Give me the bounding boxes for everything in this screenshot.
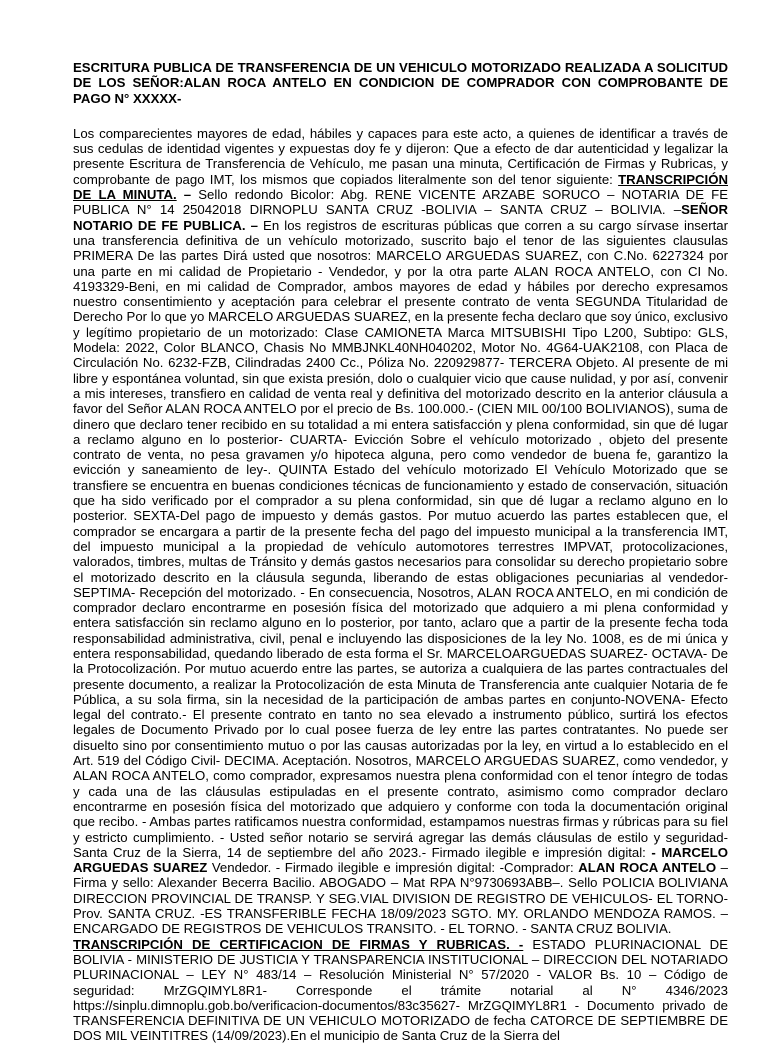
document-page — [73, 60, 728, 1044]
minuta-heading: TRANSCRIPCIÓN DE LA MINUTA. — [73, 171, 728, 203]
dash-separator: – — [176, 187, 199, 203]
notary-salutation: SEÑOR NOTARIO DE FE PUBLICA. – — [73, 202, 728, 233]
seller-name: - MARCELO ARGUEDAS SUAREZ — [73, 844, 728, 876]
intro-paragraph: Los comparecientes mayores de edad, hábiles y capaces para este acto, a quienes de identificar a través de sus cedulas de identidad vigentes y expuestas doy fe y dijeron: Que a efecto de dar autenticidad y legalizar la presente Escritura de Transferencia de Vehículo, me pasan una minuta, Certificación de Firmas y Rubricas, y comprobante de pago IMT, los mismos que copiados literalmente son del tenor siguiente: — [73, 125, 728, 187]
buyer-name: ALAN ROCA ANTELO — [578, 860, 717, 876]
document-body — [73, 126, 728, 1044]
document-title: ESCRITURA PUBLICA DE TRANSFERENCIA DE UN VEHICULO MOTORIZADO REALIZADA A SOLICITUD DE LOS SEÑOR:ALAN ROCA ANTELO EN CONDICION DE COMPRADOR CON COMPROBANTE DE PAGO N° XXXXX- — [73, 60, 728, 106]
certification-heading: TRANSCRIPCIÓN DE CERTIFICACION DE FIRMAS Y RUBRICAS. - — [73, 936, 524, 952]
seller-role-text: Vendedor. - Firmado ilegible e impresión digital: -Comprador: — [207, 860, 579, 876]
certification-text: ESTADO PLURINACIONAL DE BOLIVIA - MINISTERIO DE JUSTICIA Y TRANSPARENCIA INSTITUCIONAL – DIRECCION DEL NOTARIADO PLURINACIONAL – LEY N° 483/14 – Resolución Ministerial N° 57/2020 - VALOR Bs. 10 – Código de seguridad: MrZGQIMYL8R1- Corresponde el trámite notarial al N° 4346/2023 https://sinplu.dimnoplu.gob.bo/verificacion-documentos/83c35627- MrZGQIMYL8R1 - Documento privado de TRANSFERENCIA DEFINITIVA DE UN VEHICULO MOTORIZADO de fecha CATORCE DE SEPTIEMBRE DE DOS MIL VEINTITRES (14/09/2023).En el municipio de Santa Cruz de la Sierra del — [73, 936, 728, 1044]
seal-text: Sello redondo Bicolor: Abg. RENE VICENTE ARZABE SORUCO – NOTARIA DE FE PUBLICA N° 14 25042018 DIRNOPLU SANTA CRUZ -BOLIVIA – SANTA CRUZ – BOLIVIA. – — [73, 187, 728, 218]
signatures-and-seals: – Firma y sello: Alexander Becerra Bacilio. ABOGADO – Mat RPA N°9730693ABB–. Sello POLICIA BOLIVIANA DIRECCION PROVINCIAL DE TRANSP. Y SEG.VIAL DIVISION DE REGISTRO DE VEHICULOS- EL TORNO- Prov. SANTA CRUZ. -ES TRANSFERIBLE FECHA 18/09/2023 SGTO. MY. ORLANDO MENDOZA RAMOS. – ENCARGADO DE REGISTROS DE VEHICULOS TRANSITO. - EL TORNO. - SANTA CRUZ BOLIVIA. — [73, 860, 728, 937]
contract-clauses: En los registros de escrituras públicas que corren a su cargo sírvase insertar una transferencia definitiva de un vehículo motorizado, suscrito bajo el tenor de las siguientes clausulas PRIMERA De las partes Dirá usted que nosotros: MARCELO ARGUEDAS SUAREZ, con C.No. 6227324 por una parte en mi calidad de Propietario - Vendedor, y por la otra parte ALAN ROCA ANTELO, con CI No. 4193329-Beni, en mi calidad de Comprador, ambos mayores de edad y hábiles por derecho expresamos nuestro consentimiento y aceptación para celebrar el presente contrato de venta SEGUNDA Titularidad de Derecho Por lo que yo MARCELO ARGUEDAS SUAREZ, en la presente fecha declaro que soy único, exclusivo y legítimo propietario de un motorizado: Clase CAMIONETA Marca MITSUBISHI Tipo L200, Subtipo: GLS, Modela: 2022, Color BLANCO, Chasis No MMBJNKL40NH040202, Motor No. 4G64-UAK2108, con Placa de Circulación No. 6232-FZB, Cilindradas 2400 Cc., Póliza No. 220929877- TERCERA Objeto. Al presente de mi libre y espontánea voluntad, sin que exista presión, dolo o cualquier vicio que cause nulidad, y por así, convenir a mis intereses, transfiero en calidad de venta real y definitiva del motorizado descrito en la anterior cláusula a favor del Señor ALAN ROCA ANTELO por el precio de Bs. 100.000.- (CIEN MIL 00/100 BOLIVIANOS), suma de dinero que declaro tener recibido en su totalidad a mi entera satisfacción y plena conformidad, sin que dé lugar a reclamo alguno en lo posterior- CUARTA- Evicción Sobre el vehículo motorizado , objeto del presente contrato de venta, no pesa gravamen y/o hipoteca alguna, pero como vendedor de buena fe, garantizo la evicción y saneamiento de ley-. QUINTA Estado del vehículo motorizado El Vehículo Motorizado que se transfiere se encuentra en buenas condiciones técnicas de funcionamiento y estado de conservación, situación que ha sido verificado por el comprador a su plena conformidad, sin que dé lugar a reclamo alguno en lo posterior. SEXTA-Del pago de impuesto y demás gastos. Por mutuo acuerdo las partes establecen que, el comprador se encargara a partir de la presente fecha del pago del impuesto municipal a la transferencia IMT, del impuesto municipal a la propiedad de vehículo automotores terrestres IMPVAT, protocolizaciones, valorados, timbres, multas de Tránsito y demás gastos necesarios para consolidar su derecho propietario sobre el motorizado descrito en la cláusula segunda, liberando de estas obligaciones pecuniarias al vendedor-SEPTIMA- Recepción del motorizado. - En consecuencia, Nosotros, ALAN ROCA ANTELO, en mi condición de comprador declaro encontrarme en posesión física del motorizado que adquiero a mi plena conformidad y entera satisfacción sin reclamo alguno en lo posterior, por tanto, aclaro que a partir de la presente fecha toda responsabilidad administrativa, civil, penal e incluyendo las disposiciones de la ley No. 1008, es de mi única y entera responsabilidad, quedando liberado de esta forma el Sr. MARCELOARGUEDAS SUAREZ- OCTAVA- De la Protocolización. Por mutuo acuerdo entre las partes, se autoriza a cualquiera de las partes contractuales del presente documento, a realizar la Protocolización de esta Minuta de Transferencia ante cualquier Notaria de fe Pública, a su sola firma, sin la necesidad de la participación de ambas partes en conjunto-NOVENA- Efecto legal del contrato.- El presente contrato en tanto no sea elevado a instrumento público, surtirá los efectos legales de Documento Privado por lo cual posee fuerza de ley entre las partes contratantes. No puede ser disuelto sino por consentimiento mutuo o por las causas autorizadas por la ley, en virtud a lo establecido en el Art. 519 del Código Civil- DECIMA. Aceptación. Nosotros, MARCELO ARGUEDAS SUAREZ, como vendedor, y ALAN ROCA ANTELO, como comprador, expresamos nuestra plena conformidad con el tenor íntegro de todas y cada una de las cláusulas estipuladas en el presente contrato, asimismo como comprador declaro encontrarme en posesión física del motorizado que adquiero y conforme con toda la documentación original que recibo. - Ambas partes ratificamos nuestra conformidad, estampamos nuestras firmas y rúbricas para su fiel y estricto cumplimiento. - Usted señor notario se servirá agregar las demás cláusulas de estilo y seguridad- Santa Cruz de la Sierra, 14 de septiembre del año 2023.- Firmado ilegible e impresión digital: — [73, 217, 728, 860]
